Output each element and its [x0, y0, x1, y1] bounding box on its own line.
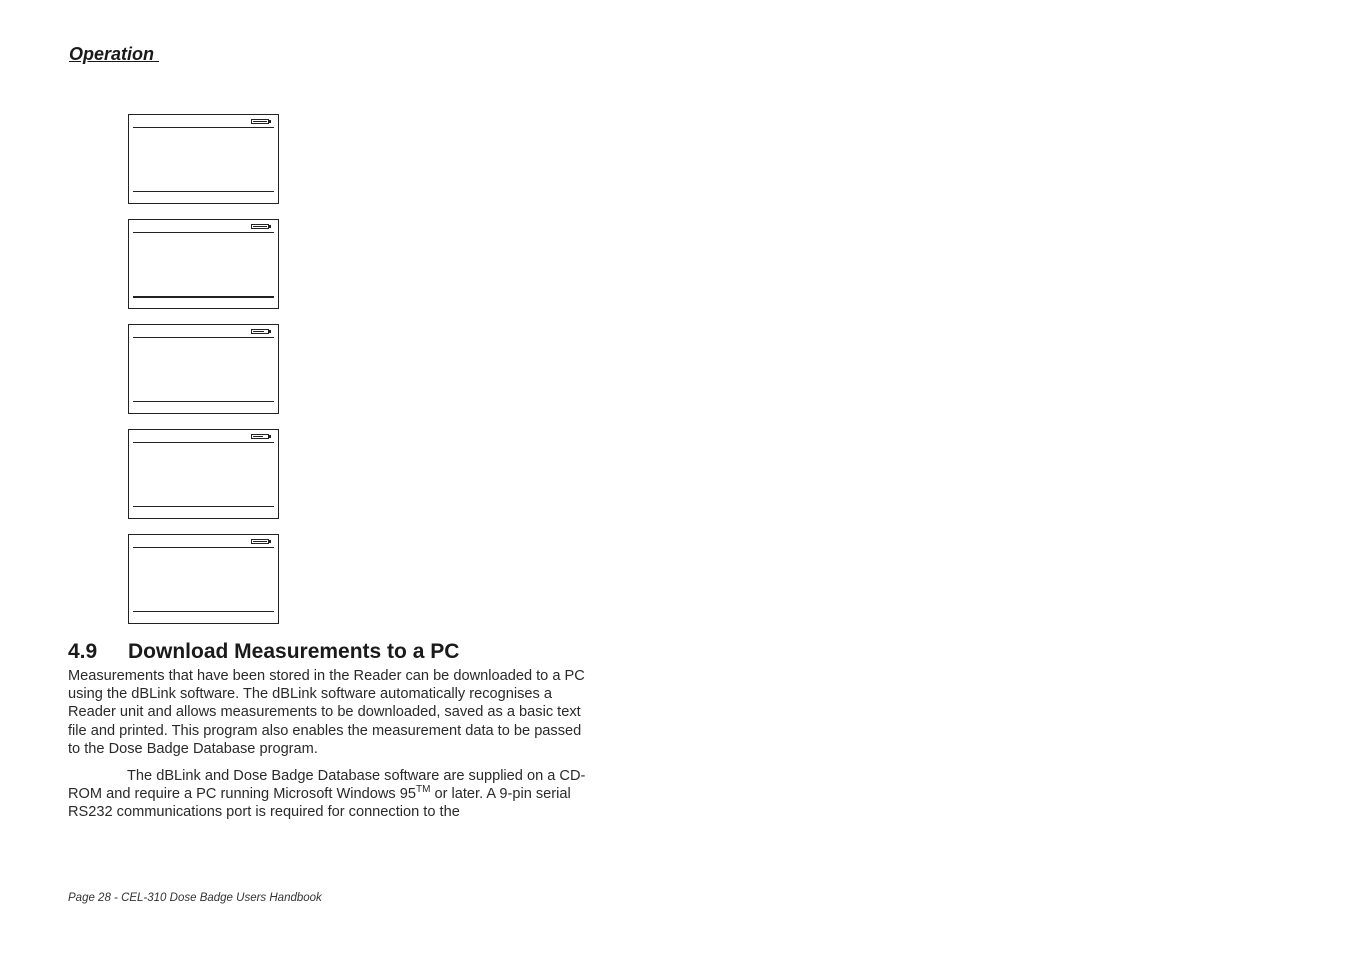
lcd-bottom-rule: [133, 611, 274, 612]
paragraph: Measurements that have been stored in the Reader can be downloaded to a PC using the dBLink software. The dBLink software automatically recognises a Reader unit and allows measurements to be downloaded, saved as a basic text file and printed. This program also enables the measurement data to be passed to the Dose Badge Database program.: [68, 668, 585, 757]
battery-icon: [251, 434, 269, 439]
battery-icon: [251, 539, 269, 544]
lcd-top-rule: [133, 232, 274, 233]
section-title: Download Measurements to a PC: [128, 640, 460, 663]
lcd-top-rule: [133, 337, 274, 338]
lcd-screen: [128, 324, 279, 414]
battery-fill: [253, 541, 267, 542]
section-heading: [68, 640, 459, 664]
lcd-bottom-rule: [133, 401, 274, 402]
lcd-top-rule: [133, 547, 274, 548]
paragraph: [68, 767, 588, 822]
section-header: Operation: [69, 44, 160, 64]
lcd-bottom-rule: [133, 506, 274, 507]
trademark-superscript: TM: [415, 784, 431, 796]
battery-fill: [253, 121, 267, 122]
lcd-screen: [128, 114, 279, 204]
page-footer: Page 28 - CEL-310 Dose Badge Users Handbook: [68, 892, 322, 904]
lcd-bottom-rule: [133, 296, 274, 298]
battery-fill: [253, 331, 264, 332]
lcd-screen: [128, 534, 279, 624]
battery-icon: [251, 329, 269, 334]
battery-icon: [251, 224, 269, 229]
battery-fill: [253, 436, 263, 437]
battery-icon: [251, 119, 269, 124]
battery-fill: [253, 226, 267, 227]
section-number: 4.9: [68, 640, 98, 663]
lcd-screen: [128, 219, 279, 309]
lcd-top-rule: [133, 442, 274, 443]
paragraph-text: The dBLink and Dose Badge Database software are supplied on a CD-ROM and require a PC running Microsoft Windows 95: [68, 768, 586, 803]
lcd-top-rule: [133, 127, 274, 128]
paragraph-text: or later. A 9-pin serial RS232 communications port is required for connection to the: [68, 786, 571, 821]
lcd-bottom-rule: [133, 191, 274, 192]
lcd-screen: [128, 429, 279, 519]
